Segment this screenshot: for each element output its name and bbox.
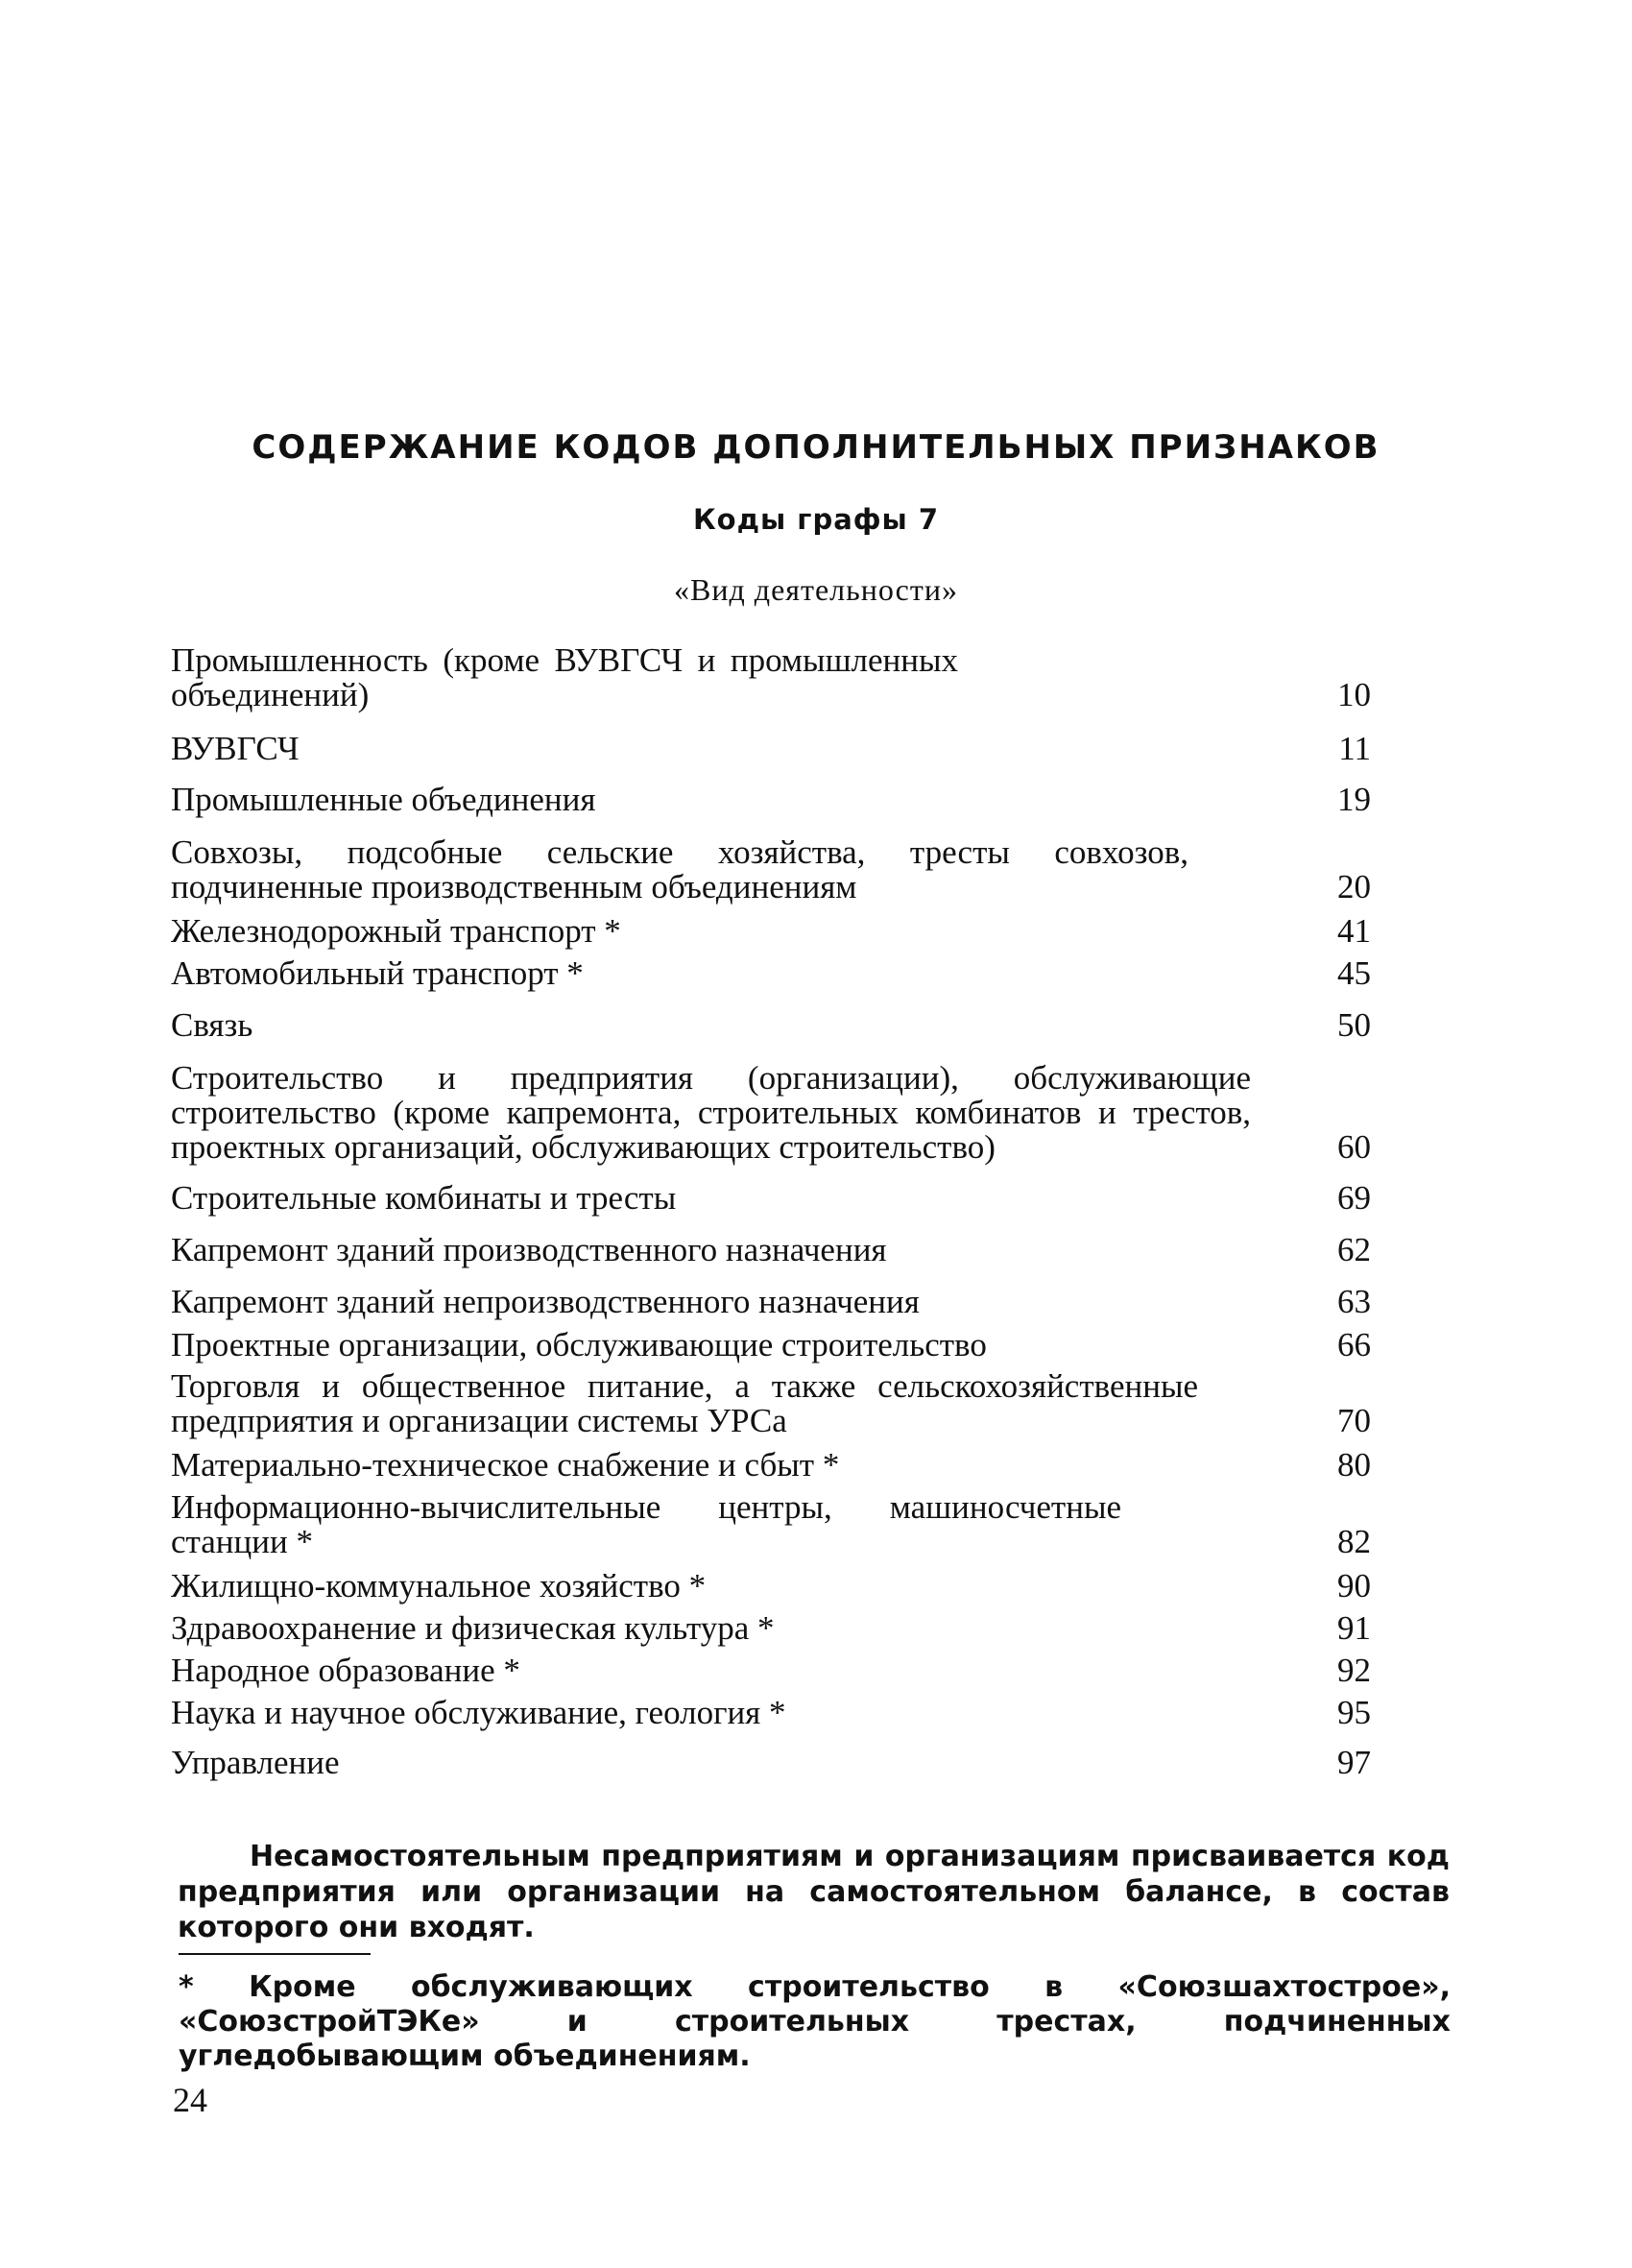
entry-label: Строительные комбинаты и тресты xyxy=(171,1179,677,1217)
entry-code: 82 xyxy=(1337,1523,1371,1560)
entry-code: 97 xyxy=(1337,1744,1371,1781)
entry-code: 95 xyxy=(1337,1694,1371,1731)
entry-label: Торговля и общественное питание, а также сельскохозяйственные предприятия и организации системы УРСа xyxy=(171,1367,1198,1439)
entry-code: 11 xyxy=(1338,730,1371,767)
list-item xyxy=(171,643,1371,712)
entry-label: Жилищно-коммунальное хозяйство * xyxy=(171,1567,707,1604)
entry-label: Железнодорожный транспорт * xyxy=(171,912,621,950)
entry-label: Информационно-вычислительные центры, машиносчетные станции * xyxy=(171,1488,1121,1560)
page-number: 24 xyxy=(173,2081,207,2119)
footnote-divider xyxy=(179,1953,371,1955)
entry-label: Строительство и предприятия (организации), обслуживающие строительство (кроме капремонта, строительных комбинатов и трестов, проектных организаций, обслуживающих строительство) xyxy=(171,1059,1251,1166)
entry-code: 45 xyxy=(1337,954,1371,992)
section-subtitle: Коды графы 7 xyxy=(692,503,940,536)
entry-label: Управление xyxy=(171,1744,340,1781)
entry-code: 66 xyxy=(1337,1326,1371,1363)
entry-code: 92 xyxy=(1337,1652,1371,1689)
entry-code: 41 xyxy=(1337,912,1371,950)
entry-label: Капремонт зданий непроизводственного назначения xyxy=(171,1283,920,1320)
entry-code: 20 xyxy=(1337,868,1371,905)
entry-label: ВУВГСЧ xyxy=(171,730,300,767)
entry-label: Автомобильный транспорт * xyxy=(171,954,584,992)
section-caption: «Вид деятельности» xyxy=(674,572,958,607)
entry-code: 63 xyxy=(1337,1283,1371,1320)
entry-label: Народное образование * xyxy=(171,1652,520,1689)
entry-label: Наука и научное обслуживание, геология * xyxy=(171,1694,786,1731)
entry-code: 91 xyxy=(1337,1609,1371,1647)
entry-label: Проектные организации, обслуживающие строительство xyxy=(171,1326,987,1363)
page-title: СОДЕРЖАНИЕ КОДОВ ДОПОЛНИТЕЛЬНЫХ ПРИЗНАКОВ xyxy=(252,428,1380,467)
entry-label: Промышленные объединения xyxy=(171,781,596,818)
entry-code: 62 xyxy=(1337,1231,1371,1268)
entry-label: Материально-техническое снабжение и сбыт * xyxy=(171,1446,840,1484)
footnote: * Кроме обслуживающих строительство в «Союзшахтострое», «СоюзстройТЭКе» и строительных трестах, подчиненных угледобывающим объединениям. xyxy=(179,1970,1451,2073)
entry-label: Промышленность (кроме ВУВГСЧ и промышленных объединений) xyxy=(171,641,958,713)
entry-code: 70 xyxy=(1337,1402,1371,1439)
entry-code: 80 xyxy=(1337,1446,1371,1484)
entry-code: 60 xyxy=(1337,1128,1371,1166)
entry-code: 69 xyxy=(1337,1179,1371,1217)
entry-label: Связь xyxy=(171,1006,253,1044)
entry-code: 19 xyxy=(1337,781,1371,818)
note-paragraph: Несамостоятельным предприятиям и организациям присваивается код предприятия или организации на самостоятельном балансе, в состав которого они входят. xyxy=(178,1840,1450,1944)
entry-code: 10 xyxy=(1337,676,1371,713)
entry-label: Совхозы, подсобные сельские хозяйства, тресты совхозов, подчиненные производственным объединениям xyxy=(171,833,1188,905)
entry-code: 50 xyxy=(1337,1006,1371,1044)
entry-label: Капремонт зданий производственного назначения xyxy=(171,1231,887,1268)
entry-label: Здравоохранение и физическая культура * xyxy=(171,1609,775,1647)
entry-code: 90 xyxy=(1337,1567,1371,1604)
